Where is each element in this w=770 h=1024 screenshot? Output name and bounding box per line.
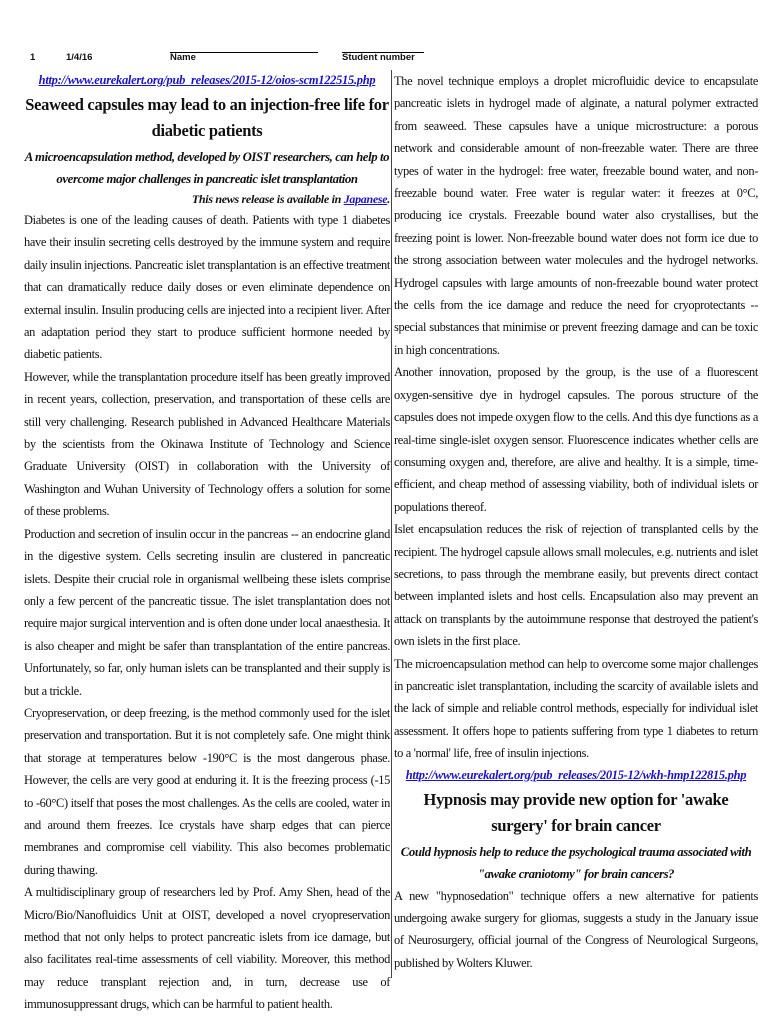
article2-subtitle: Could hypnosis help to reduce the psychological trauma associated with "awake craniotomy" for brain cancers? [400,844,752,881]
article1-paragraph: Another innovation, proposed by the group, is the use of a fluorescent oxygen-sensitive dye in hydrogel capsules. The porous structure of the capsules does not impede oxygen flow to the cells. And this dye functions as a real-time single-islet oxygen sensor. Fluorescence indicates whether cells are consuming oxygen and, therefore, are alive and healthy. It is a simple, time-efficient, and cheap method of assessing viability, both of individual islets or populations thereof. [394,365,758,514]
column-divider [391,70,392,978]
article1-language-note [24,190,390,209]
article1-subtitle: A microencapsulation method, developed by OIST researchers, can help to overcome major challenges in pancreatic islet transplantation [24,150,390,186]
article1-paragraph: The novel technique employs a droplet microfluidic device to encapsulate pancreatic islets in hydrogel made of alginate, a natural polymer extracted from seaweed. These capsules have a unique microstructure: a porous network and considerable amount of non-freezable water. There are three types of water in the hydrogel: free water, freezable bound water, and non-freezable bound water. Free water is regular water: it freezes at 0°C, producing ice crystals. Freezable bound water also crystallises, but the freezing point is lower. Non-freezable bound water does not form ice due to the strong association between water molecules and the hydrogel networks. Hydrogel capsules with large amounts of non-freezable bound water protect the cells from the ice damage and reduce the need for cryoprotectants -- special substances that minimise or prevent freezing damage and can be toxic in high concentrations. [394,74,758,357]
japanese-link[interactable]: Japanese [343,192,388,206]
article1-paragraph: Cryopreservation, or deep freezing, is the method commonly used for the islet preservation and transportation. But it is not completely safe. One might think that storage at temperatures below -190°C is the most dangerous phase. However, the cells are very good at enduring it. It is the freezing process (-15 to -60°C) itself that poses the most challenges. As the cells are cooled, water in and around them freezes. Ice crystals have sharp edges that can pierce membranes and compromise cell viability. This also becomes problematic during thawing. [24,705,390,877]
date: 1/4/16 [66,52,93,63]
page-number: 1 [30,52,36,63]
article2-paragraph: A new "hypnosedation" technique offers a new alternative for patients undergoing awake surgery for gliomas, suggests a study in the January issue of Neurosurgery, official journal of the Congress of Neurological Surgeons, published by Wolters Kluwer. [394,888,758,970]
article1-paragraph: A multidisciplinary group of researchers led by Prof. Amy Shen, head of the Micro/Bio/Nanofluidics Unit at OIST, developed a novel cryopreservation method that not only helps to protect pancreatic islets from ice damage, but also facilitates real-time assessments of cell viability. Moreover, this method may reduce transplant rejection and, in turn, decrease use of immunosuppressant drugs, which can be harmful to patient health. [24,885,390,1012]
note-prefix: This news release is available in [191,192,344,206]
note-suffix: . [387,192,390,206]
article2-title: Hypnosis may provide new option for 'awake surgery' for brain cancer [423,789,729,835]
name-label: Name [170,52,196,63]
left-column [24,70,390,1012]
name-blank-line [170,52,318,53]
right-column [394,70,758,986]
student-number-blank-line [342,52,424,53]
article1-paragraph: However, while the transplantation procedure itself has been greatly improved in recent years, collection, preservation, and transportation of these cells are still very challenging. Research published in Advanced Healthcare Materials by the scientists from the Okinawa Institute of Technology and Science Graduate University (OIST) in collaboration with the University of Washington and Wuhan University of Technology offers a solution for some of these problems. [24,369,390,519]
article1-paragraph: Islet encapsulation reduces the risk of rejection of transplanted cells by the recipient. The hydrogel capsule allows small molecules, e.g. nutrients and islet secretions, to pass through the membrane easily, but prevents direct contact between implanted islets and host cells. Encapsulation also may prevent an attack on transplants by the autoimmune response that destroyed the patient's own islets in the first place. [394,522,758,649]
article1-paragraph: Diabetes is one of the leading causes of death. Patients with type 1 diabetes have their insulin secreting cells destroyed by the immune system and require daily insulin injections. Pancreatic islet transplantation is an effective treatment that can dramatically reduce daily doses or even eliminate dependence on external insulin. Insulin producing cells are injected into a recipient liver. After an adaptation period they start to produce sufficient hormone needed by diabetic patients. [24,213,390,362]
student-number-label: Student number [342,52,415,63]
article1-title: Seaweed capsules may lead to an injection-free life for diabetic patients [25,95,389,140]
article1-paragraph: Production and secretion of insulin occur in the pancreas -- an endocrine gland in the digestive system. Cells secreting insulin are clustered in pancreatic islets. Despite their crucial role in organismal wellbeing these islets comprise only a few percent of the pancreatic tissue. The islet transplantation does not require major surgical intervention and is often done under local anaesthesia. It is also cheaper and might be safer than transplantation of the entire pancreas. Unfortunately, so far, only human islets can be transplanted and their supply is but a trickle. [24,526,390,698]
article2-url-link[interactable]: http://www.eurekalert.org/pub_releases/2015-12/wkh-hmp122815.php [405,767,747,782]
page-header [30,52,750,66]
article1-paragraph: The microencapsulation method can help to overcome some major challenges in pancreatic islet transplantation, including the scarcity of available islets and the lack of simple and reliable control methods, especially for individual islet assessment. It offers hope to patients suffering from type 1 diabetes to return to a 'normal' life, free of insulin injections. [394,656,758,761]
article1-url-link[interactable]: http://www.eurekalert.org/pub_releases/2015-12/oios-scm122515.php [38,73,376,87]
